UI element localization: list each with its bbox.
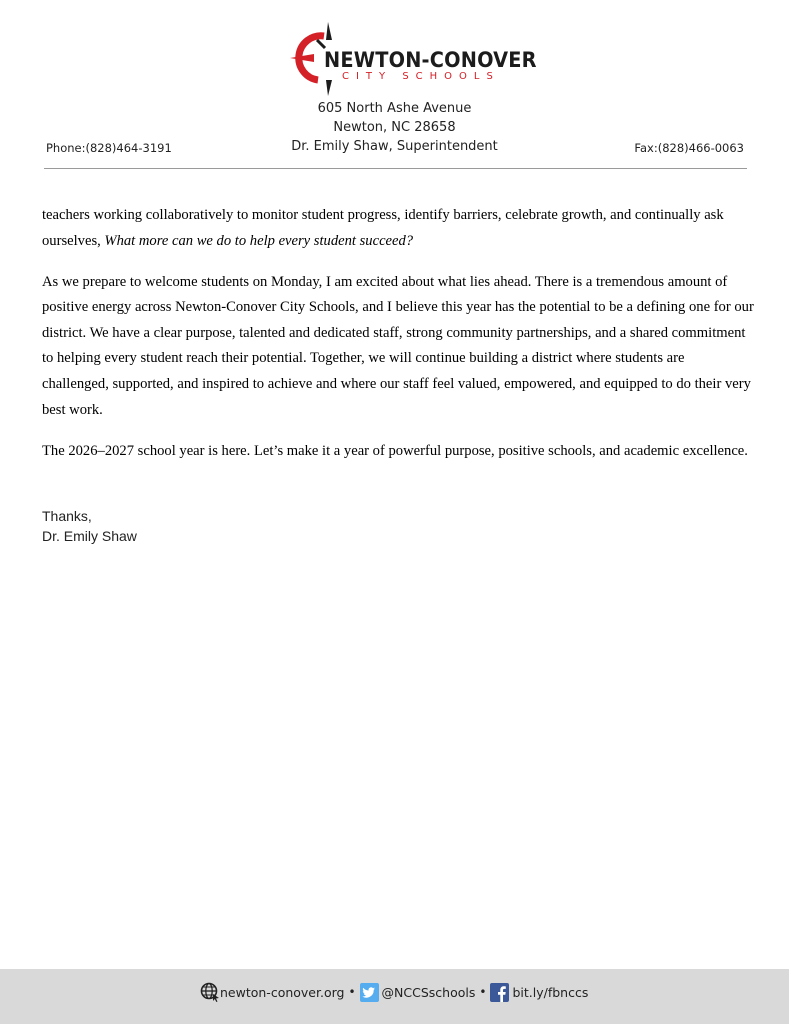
italic-question: What more can we do to help every student succeed? (104, 232, 414, 249)
facebook-icon[interactable] (490, 983, 509, 1002)
globe-icon (200, 982, 220, 1002)
footer-bar (0, 969, 789, 1024)
district-logo (288, 18, 537, 98)
superintendent-name: Dr. Emily Shaw, Superintendent (291, 139, 498, 154)
letter-body (42, 203, 754, 480)
phone-number: Phone:(828)464-3191 (46, 141, 172, 155)
paragraph-3: The 2026–2027 school year is here. Let’s make it a year of powerful purpose, positive schools, and academic excellence. (42, 442, 748, 459)
header-divider (44, 168, 747, 169)
address-street: 605 North Ashe Avenue (317, 101, 472, 116)
footer-links (200, 980, 588, 1004)
closing: Thanks, (42, 508, 92, 524)
separator: • (479, 985, 487, 999)
paragraph-2: As we prepare to welcome students on Monday, I am excited about what lies ahead. There is a tremendous amount of positive energy across Newton-Conover City Schools, and I believe this year has the potential to be a defining one for our district. We have a clear purpose, talented and dedicated staff, strong community partnerships, and a shared commitment to helping every student reach their potential. Together, we will continue building a district where students are challenged, supported, and inspired to achieve and where our staff feel valued, empowered, and equipped to do their very best work. (42, 273, 754, 418)
paragraph-1: teachers working collaboratively to monitor student progress, identify barriers, celebrate growth, and continually ask ourselves, What more can we do to help every student succeed? (42, 207, 724, 249)
address-city: Newton, NC 28658 (333, 120, 456, 135)
facebook-link[interactable]: bit.ly/fbnccs (512, 984, 589, 1000)
logo-subtitle: CITY SCHOOLS (342, 71, 500, 82)
logo-wordmark: NEWTON-CONOVER (324, 48, 537, 72)
fax-number: Fax:(828)466-0063 (634, 141, 744, 155)
website-link[interactable]: newton-conover.org (220, 984, 345, 1000)
signature: Dr. Emily Shaw (42, 528, 137, 544)
twitter-handle[interactable]: @NCCSschools (381, 984, 476, 1000)
twitter-icon[interactable] (360, 983, 379, 1002)
separator: • (348, 985, 356, 999)
signoff (42, 506, 137, 546)
